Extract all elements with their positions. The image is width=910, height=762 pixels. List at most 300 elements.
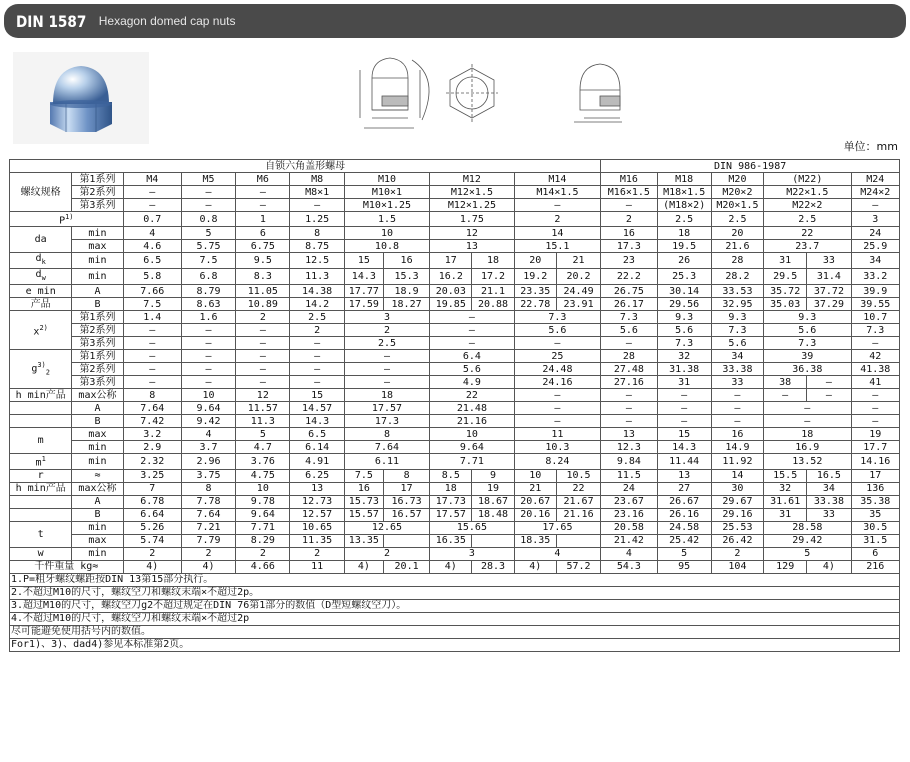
table-cell: 1.5 [344, 212, 429, 227]
table-cell [10, 415, 72, 428]
table-cell: 22 [764, 227, 851, 240]
table-cell: 54.3 [601, 560, 657, 573]
table-cell: 39.55 [851, 298, 899, 311]
table-cell: — [764, 389, 807, 402]
table-cell: 17.77 [344, 285, 383, 298]
table-cell: 14 [711, 469, 763, 482]
table-cell: 17.3 [344, 415, 429, 428]
table-cell: — [851, 337, 899, 350]
table-cell: M10 [344, 173, 429, 186]
table-cell: 32.95 [711, 298, 763, 311]
table-cell: 35.38 [851, 495, 899, 508]
table-cell: 10.3 [514, 441, 601, 454]
table-row [10, 298, 900, 311]
table-cell: 6.14 [290, 441, 344, 454]
table-cell: 4.75 [236, 469, 290, 482]
table-cell: 7.5 [123, 298, 181, 311]
table-cell: 12.3 [601, 441, 657, 454]
table-cell: 95 [657, 560, 711, 573]
table-cell: 18 [344, 389, 429, 402]
table-cell: M18×1.5 [657, 186, 711, 199]
table-cell: h min产品 [10, 482, 72, 495]
table-cell: 23.16 [601, 508, 657, 521]
table-cell: 31.61 [764, 495, 807, 508]
table-cell: — [123, 324, 181, 337]
table-cell: 12 [430, 227, 514, 240]
subscript: w [41, 274, 46, 283]
table-cell: 15.65 [430, 521, 514, 534]
table-cell: 4) [807, 560, 851, 573]
table-cell: 5.74 [123, 534, 181, 547]
table-cell: 11.3 [290, 269, 344, 285]
table-cell: 28 [711, 253, 763, 269]
table-cell: 31 [764, 253, 807, 269]
table-cell [383, 534, 429, 547]
table-cell: 7.64 [344, 441, 429, 454]
table-cell: 6.11 [344, 454, 429, 469]
table-cell: 2 [601, 212, 657, 227]
table-cell: 19.5 [657, 240, 711, 253]
table-cell: 33.38 [807, 495, 851, 508]
table-cell: 19.2 [514, 269, 556, 285]
table-cell: 15.1 [514, 240, 601, 253]
table-cell: — [181, 324, 235, 337]
table-cell: min [72, 521, 123, 534]
table-cell: 5 [181, 227, 235, 240]
table-cell: 9.3 [764, 311, 851, 324]
table-cell: B [72, 298, 123, 311]
table-cell: 24 [601, 482, 657, 495]
table-cell: — [181, 186, 235, 199]
table-cell: 24.49 [556, 285, 600, 298]
table-cell: 8 [344, 428, 429, 441]
table-cell: 23.35 [514, 285, 556, 298]
table-cell: 9 [472, 469, 514, 482]
table-cell: — [236, 350, 290, 363]
table-cell: 22.2 [601, 269, 657, 285]
table-cell: 33.53 [711, 285, 763, 298]
table-cell: — [657, 389, 711, 402]
table-row [10, 547, 900, 560]
table-cell: — [290, 363, 344, 376]
table-cell: M12 [430, 173, 514, 186]
table-cell: h min产品 [10, 389, 72, 402]
table-cell: — [236, 337, 290, 350]
table-row [10, 337, 900, 350]
table-cell: 14.57 [290, 402, 344, 415]
table-cell: 30.5 [851, 521, 899, 534]
superscript: 1 [41, 455, 46, 464]
table-cell: 17.3 [601, 240, 657, 253]
table-cell: — [601, 415, 657, 428]
subscript: k [41, 258, 46, 267]
table-cell: 19.85 [430, 298, 472, 311]
table-cell: 10 [430, 428, 514, 441]
table-cell: 2.9 [123, 441, 181, 454]
table-cell: 7.3 [711, 324, 763, 337]
table-cell: — [236, 186, 290, 199]
table-cell: 28.2 [711, 269, 763, 285]
table-cell: — [236, 376, 290, 389]
table-cell: M12×1.5 [430, 186, 514, 199]
table-cell: 9.3 [657, 311, 711, 324]
table-cell: M16×1.5 [601, 186, 657, 199]
table-cell: 1 [236, 212, 290, 227]
table-cell: 6.5 [123, 253, 181, 269]
table-cell: — [514, 389, 601, 402]
table-cell: 23.67 [601, 495, 657, 508]
table-cell: 13.35 [344, 534, 383, 547]
table-cell: 第2系列 [72, 186, 123, 199]
table-cell: 18 [764, 428, 851, 441]
table-cell: — [807, 389, 851, 402]
table-cell: 15.57 [344, 508, 383, 521]
table-cell: 10.5 [556, 469, 600, 482]
table-cell: 32 [764, 482, 807, 495]
table-row [10, 428, 900, 441]
table-cell: 27.16 [601, 376, 657, 389]
table-cell: 7.5 [344, 469, 383, 482]
table-cell: 10.89 [236, 298, 290, 311]
table-cell: 第2系列 [72, 324, 123, 337]
table-cell: 5.75 [181, 240, 235, 253]
table-cell: 24.48 [514, 363, 601, 376]
table-cell: 26 [657, 253, 711, 269]
footnote: 3.超过M10的尺寸，螺纹空刀g2不超过规定在DIN 76第1部分的数值（D型短螺纹空刀）。 [10, 599, 900, 612]
table-row [10, 612, 900, 625]
table-cell: — [123, 337, 181, 350]
cap-nut-image [13, 52, 149, 144]
footnote: 尽可能避免使用括号内的数值。 [10, 625, 900, 638]
table-cell: 15 [344, 253, 383, 269]
table-cell: 18.27 [383, 298, 429, 311]
table-cell: 12.5 [290, 253, 344, 269]
table-cell: M24×2 [851, 186, 899, 199]
table-cell: 9.78 [236, 495, 290, 508]
unit-label: 单位：mm [843, 140, 898, 153]
table-cell: min [72, 269, 123, 285]
table-cell: 11.57 [236, 402, 290, 415]
table-cell: 10.65 [290, 521, 344, 534]
table-cell: 第1系列 [72, 311, 123, 324]
table-cell: 33 [711, 376, 763, 389]
superscript: 1) [65, 213, 74, 221]
standard-code: DIN 1587 [16, 11, 87, 31]
table-cell: 1.75 [430, 212, 514, 227]
table-cell: 10 [236, 482, 290, 495]
table-cell: 13 [290, 482, 344, 495]
table-cell: — [764, 402, 851, 415]
table-cell: — [181, 337, 235, 350]
table-cell: 16.35 [430, 534, 472, 547]
table-row [10, 376, 900, 389]
table-row [10, 402, 900, 415]
table-cell: — [290, 337, 344, 350]
table-cell: 18.35 [514, 534, 556, 547]
table-cell [10, 402, 72, 415]
table-cell: 21.16 [430, 415, 514, 428]
table-cell: 16.9 [764, 441, 851, 454]
table-cell: 8 [383, 469, 429, 482]
table-cell: 3 [430, 547, 514, 560]
table-cell: 8.5 [430, 469, 472, 482]
table-cell: 11.35 [290, 534, 344, 547]
table-cell: 第1系列 [72, 173, 123, 186]
table-cell: 2 [290, 324, 344, 337]
table-cell: 2 [290, 547, 344, 560]
table-cell: 13 [430, 240, 514, 253]
table-cell: m [10, 428, 72, 454]
table-cell: 16 [711, 428, 763, 441]
table-cell: 11.92 [711, 454, 763, 469]
table-row [10, 173, 900, 186]
table-cell: 2 [181, 547, 235, 560]
table-cell: 5.6 [657, 324, 711, 337]
table-cell: 7.64 [181, 508, 235, 521]
table-cell: 3.75 [181, 469, 235, 482]
table-cell: 41 [851, 376, 899, 389]
table-cell: — [601, 199, 657, 212]
table-cell: 6.5 [290, 428, 344, 441]
table-cell: 11.3 [236, 415, 290, 428]
table-row [10, 350, 900, 363]
table-cell: 13 [601, 428, 657, 441]
subscript: 2 [45, 368, 50, 377]
table-cell: max公称 [72, 482, 123, 495]
table-cell: M14 [514, 173, 601, 186]
table-cell: min [72, 441, 123, 454]
table-cell: max [72, 240, 123, 253]
table-cell: 17 [851, 469, 899, 482]
table-cell: — [430, 337, 514, 350]
table-cell: min [72, 227, 123, 240]
table-cell: 23.7 [764, 240, 851, 253]
table-cell: 1.4 [123, 311, 181, 324]
table-cell: A [72, 285, 123, 298]
table-cell: 4) [430, 560, 472, 573]
table-row [10, 441, 900, 454]
table-cell: 14.3 [344, 269, 383, 285]
table-cell: 20.16 [514, 508, 556, 521]
table-cell: 31.5 [851, 534, 899, 547]
table-cell: 18 [657, 227, 711, 240]
table-cell: 螺纹规格 [10, 173, 72, 212]
cross-section-drawing [352, 48, 452, 134]
table-cell: 9.64 [430, 441, 514, 454]
table-cell: 20.88 [472, 298, 514, 311]
product-photo [13, 52, 149, 144]
table-cell: 20.2 [556, 269, 600, 285]
table-cell: 13.52 [764, 454, 851, 469]
table-cell: 28 [601, 350, 657, 363]
table-cell: (M22) [764, 173, 851, 186]
spec-table [9, 159, 900, 652]
table-cell: 24 [851, 227, 899, 240]
table-cell: 15.5 [764, 469, 807, 482]
table-cell: 29.5 [764, 269, 807, 285]
table-cell: 20 [711, 227, 763, 240]
table-cell: 21 [514, 482, 556, 495]
table-cell: 21.6 [711, 240, 763, 253]
table-cell: 4 [123, 227, 181, 240]
table-cell: ≈ [72, 469, 123, 482]
table-cell: 22.78 [514, 298, 556, 311]
table-cell: 11.44 [657, 454, 711, 469]
table-cell: 7.42 [123, 415, 181, 428]
table-cell: 5 [657, 547, 711, 560]
table-cell: 6.25 [290, 469, 344, 482]
table-cell: 2 [344, 547, 429, 560]
table-cell: 7.21 [181, 521, 235, 534]
table-cell: 17.7 [851, 441, 899, 454]
table-cell: 2.96 [181, 454, 235, 469]
table-cell: 14.38 [290, 285, 344, 298]
table-row [10, 240, 900, 253]
table-cell: 4 [601, 547, 657, 560]
table-cell: 8.79 [181, 285, 235, 298]
table-cell: — [601, 402, 657, 415]
label-text: g [31, 363, 38, 375]
table-cell: — [123, 376, 181, 389]
table-cell: 千件重量 kg≈ [10, 560, 124, 573]
table-cell: 136 [851, 482, 899, 495]
table-cell: 3.2 [123, 428, 181, 441]
table-cell: 4.7 [236, 441, 290, 454]
table-cell: 17 [430, 253, 472, 269]
side-view-drawing [572, 60, 628, 130]
table-cell: — [514, 337, 601, 350]
table-cell: 31 [657, 376, 711, 389]
standard-subtitle: Hexagon domed cap nuts [98, 14, 236, 28]
table-cell: 2.5 [657, 212, 711, 227]
table-cell: M20×2 [711, 186, 763, 199]
table-cell: 2 [344, 324, 429, 337]
table-cell: 31 [764, 508, 807, 521]
hex-top-view-drawing [444, 64, 500, 126]
table-cell: 17.57 [344, 402, 429, 415]
table-row [10, 227, 900, 240]
table-cell: 7.5 [181, 253, 235, 269]
table-cell: max公称 [72, 389, 123, 402]
table-cell: A [72, 495, 123, 508]
table-cell: 5.6 [764, 324, 851, 337]
table-cell: 129 [764, 560, 807, 573]
table-cell: 27 [657, 482, 711, 495]
table-cell: 6 [851, 547, 899, 560]
table-cell: M16 [601, 173, 657, 186]
table-cell: 23 [601, 253, 657, 269]
label-text: d [35, 253, 42, 265]
table-cell [10, 508, 72, 521]
table-cell: 第3系列 [72, 199, 123, 212]
table-cell: 33 [807, 508, 851, 521]
table-cell: 5.8 [123, 269, 181, 285]
table-cell: 104 [711, 560, 763, 573]
table-cell: t [10, 521, 72, 547]
table-cell: — [290, 376, 344, 389]
table-cell: 6.4 [430, 350, 514, 363]
table-cell: 21 [556, 253, 600, 269]
table-cell: 4.66 [236, 560, 290, 573]
table-cell: 14.2 [290, 298, 344, 311]
table-cell: 第2系列 [72, 363, 123, 376]
table-cell: — [344, 376, 429, 389]
table-cell: 2.32 [123, 454, 181, 469]
footnote: 2.不超过M10的尺寸，螺纹空刀和螺纹末端×不超过2p。 [10, 586, 900, 599]
table-cell: 25 [514, 350, 601, 363]
table-cell: M20 [711, 173, 763, 186]
table-row [10, 389, 900, 402]
table-cell: 19 [472, 482, 514, 495]
table-cell: 4) [344, 560, 383, 573]
table-cell: M6 [236, 173, 290, 186]
table-cell: 34 [711, 350, 763, 363]
table-cell: 16.5 [807, 469, 851, 482]
table-cell: 2.5 [290, 311, 344, 324]
table-row [10, 199, 900, 212]
table-cell: 2.5 [711, 212, 763, 227]
table-row [10, 560, 900, 573]
table-cell: 29.42 [764, 534, 851, 547]
table-cell: — [764, 415, 851, 428]
table-cell: 4) [123, 560, 181, 573]
table-cell: 10.8 [344, 240, 429, 253]
table-cell: 20.58 [601, 521, 657, 534]
table-cell: 2 [236, 311, 290, 324]
superscript: 3) [37, 361, 46, 370]
table-cell: 36.38 [764, 363, 851, 376]
table-cell: 5.6 [711, 337, 763, 350]
footnote: For1)、3)、dad4)参见本标准第2页。 [10, 638, 900, 651]
table-cell: 7.3 [514, 311, 601, 324]
table-cell: 42 [851, 350, 899, 363]
table-cell: 15 [290, 389, 344, 402]
standard-ref: DIN 986-1987 [601, 160, 900, 173]
table-cell: — [430, 311, 514, 324]
table-cell: 20 [514, 253, 556, 269]
table-cell: 3.76 [236, 454, 290, 469]
table-cell: 20.03 [430, 285, 472, 298]
table-cell: 10.7 [851, 311, 899, 324]
table-cell: — [851, 415, 899, 428]
table-cell: 19 [851, 428, 899, 441]
table-cell: 24.16 [514, 376, 601, 389]
table-cell: 28.58 [764, 521, 851, 534]
table-cell: 13 [657, 469, 711, 482]
table-cell: min [72, 253, 123, 269]
table-cell: B [72, 415, 123, 428]
table-cell: — [181, 350, 235, 363]
table-cell: 18.67 [472, 495, 514, 508]
table-cell: 39.9 [851, 285, 899, 298]
table-cell [10, 311, 72, 350]
table-cell: 28.3 [472, 560, 514, 573]
table-row [10, 599, 900, 612]
table-cell: 25.9 [851, 240, 899, 253]
table-cell: min [72, 454, 123, 469]
table-cell: — [123, 363, 181, 376]
table-row [10, 269, 900, 285]
table-cell: M22×2 [764, 199, 851, 212]
table-cell: 2.5 [764, 212, 851, 227]
table-cell: 7.64 [123, 402, 181, 415]
table-row [10, 469, 900, 482]
table-cell: 11 [290, 560, 344, 573]
table-cell: M22×1.5 [764, 186, 851, 199]
table-cell: 第3系列 [72, 337, 123, 350]
table-cell: 22 [430, 389, 514, 402]
table-cell: 7.71 [236, 521, 290, 534]
